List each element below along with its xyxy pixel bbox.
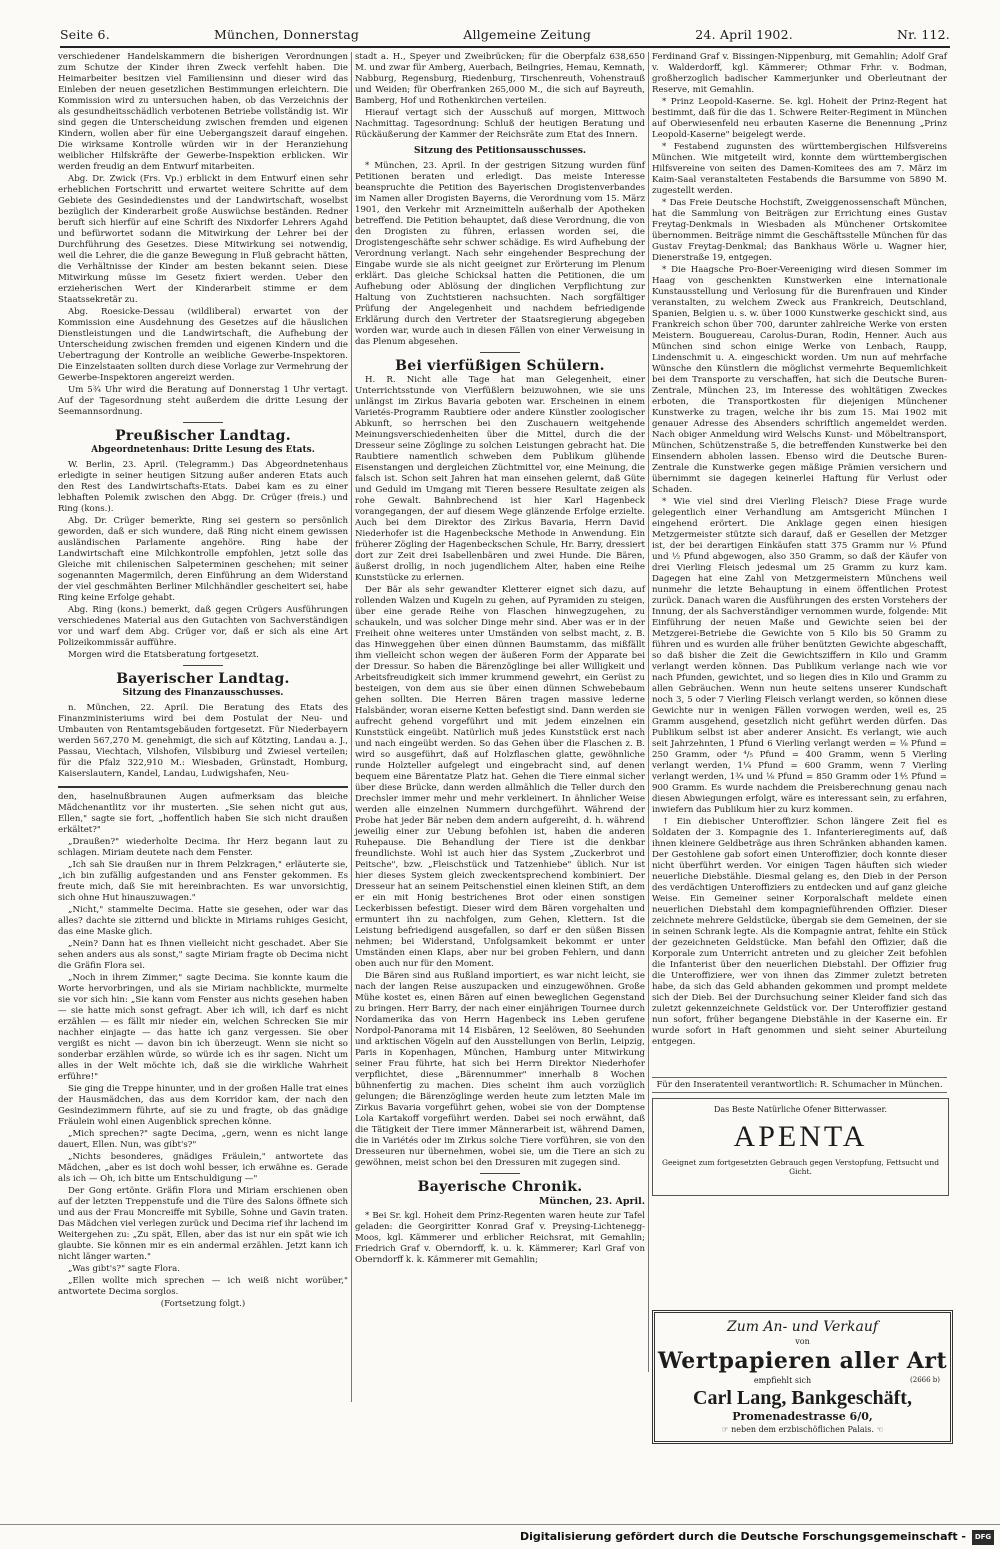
section-title-schueler: Bei vierfüßigen Schülern. [395,358,605,374]
feuilleton-rule [58,786,348,788]
article-paragraph: Abg. Ring (kons.) bemerkt, daß gegen Crügers Ausführungen verschiedenes Material aus den Gutachten von Sachverständigen vor und warf dem Abg. Crüger vor, daß er sich als eine Art Polizeikommissär aufführe. [58,605,348,648]
section-divider [480,1173,520,1174]
section-divider [480,352,520,353]
section-divider [183,422,223,423]
article-paragraph: Die Bären sind aus Rußland importiert, es war nicht leicht, sie nach der langen Reise auszupacken und einzugewöhnen. Große Mühe kostet es, einen Bären auf einen beweglichen Gegenstand zu bringen. Herr Barry, der nach einer einjährigen Tournee durch Nordamerika das von Herrn Hagenbeck ins Leben gerufene Nordpol-Panorama mit 14 Eisbären, 12 Seelöwen, 80 Seehunden und arktischen Vögeln auf den Ausstellungen von Berlin, Leipzig, Paris in Kopenhagen, München, Hamburg unter Mitwirkung seiner Frau führte, hat sich bei Herrn Direktor Niederhofer verpflichtet, diese „Bärennummer" innerhalb 8 Wochen bühnenfertig zu machen. Dies scheint ihm auch vorzüglich gelungen; die Bärenzöglinge werden heute zum letzten Male im Zirkus Bavaria vorgeführt gehen, wobei sie von der Domptense Lola Kartakoff vorgeführt werden. Dabei sei noch erwähnt, daß die Tätigkeit der Tiere immer Männerarbeit ist, während Damen, die in Variétés oder im Zirkus solche Tiere vorführen, sie von den Dresseuren nur übernehmen, wobei sie, um die Tiere an sich zu gewöhnen, meist schon bei den Dressuren mit zugegen sind. [355,971,645,1168]
feuilleton-paragraph: Sie ging die Treppe hinunter, und in der großen Halle trat eines der Hausmädchen, das aus dem Korridor kam, der nach den Gesindezimmern führte, auf sie zu und fragte, ob das gnädige Fräulein wohl einen Augenblick sprechen könne. [58,1084,348,1127]
section-subtitle: Abgeordnetenhaus: Dritte Lesung des Etats. [91,445,315,455]
article-paragraph: n. München, 22. April. Die Beratung des Etats des Finanzministeriums wird bei dem Postulat der Neu- und Umbauten von Rentamtsgebäuden fortgesetzt. Für Niederbayern werden 567,270 M. genehmigt, die sich auf Kötzting, Landau a. J., Passau, Viechtach, Vilshofen, Vilsbiburg und Zwiesel verteilen; für die Pfalz 322,910 M.: Wiesbaden, Grünstadt, Homburg, Kaiserslautern, Kandel, Landau, Ludwigshafen, Neu- [58,703,348,779]
feuilleton-paragraph: „Noch in ihrem Zimmer," sagte Decima. Sie konnte kaum die Worte hervorbringen, und als sie Miriam nachblickte, murmelte sie vor sich hin: „Sie kann vom Fenster aus nichts gesehen haben — sie hatte mich sonst gefragt. Aber ich will, ich darf es nicht erzählen — es fällt mir nieder ein, welchen Schrecken Sie mir nachher einjagte — das hatte ich ganz vergessen. Sie ober vergißt es nicht — davon bin ich überzeugt. Wenn sie nicht so sonderbar erzählen würde, so würde ich es ihr sagen. Nicht um alles in der Welt möchte ich, daß sie die wirkliche Wahrheit erführe!" [58,973,348,1082]
header-date: 24. April 1902. [695,27,793,42]
advertisement-apenta [652,1098,949,1196]
issue-number: Nr. 112. [897,27,950,42]
article-paragraph: Abg. Dr. Crüger bemerkte, Ring sei gestern so persönlich geworden, daß er sich wundere, daß Ring nicht einem gewissen ausländischen Parlamente angehöre. Ring habe der Landwirtschaft eine Milchkontrolle empfohlen, jetzt solle das Gleiche mit chilenischen Salpeterminen geschehen; mit seiner sogenannten Magermilch, deren Einführung an dem Widerstand der viel geschmähten Berliner Milchhändler gescheitert sei, habe Ring keine Erfolge gehabt. [58,516,348,603]
page-number: Seite 6. [60,27,110,42]
article-paragraph: * Das Freie Deutsche Hochstift, Zweiggenossenschaft München, hat die Sammlung von Beiträgen zur Errichtung eines Gustav Freytag-Denkmals in Wiesbaden als Münchener Ortskomitee übernommen. Beiträge nimmt die Geschäftsstelle München für das Gustav Freytag-Denkmal; das Bankhaus Wörle u. Wagner hier, Dienerstraße 19, entgegen. [652,198,947,263]
feuilleton-paragraph: „Nicht," stammelte Decima. Hatte sie gesehen, oder war das alles? dachte sie zitternd und blickte in Miriams ruhiges Gesicht, das eine Maske glich. [58,905,348,937]
continued-note: (Fortsetzung folgt.) [160,1299,246,1309]
ad-brand: APENTA [733,1120,868,1153]
ad-address: Promenadestrasse 6/0, [732,1410,873,1423]
article-paragraph: * Festabend zugunsten des württembergischen Hilfsvereins München. Wie mitgeteilt wird, konnte dem württembergischen Hilfsvereine von seiten des Damen-Komitees des am 7. März im Kaim-Saal veranstalteten Festabends die Barsumme von 5890 M. zugestellt werden. [652,142,947,196]
pointing-hand-icon: ☜ [873,1425,884,1434]
article-paragraph: Um 5¾ Uhr wird die Beratung auf Donnerstag 1 Uhr vertagt. Auf der Tagesordnung steht außerdem die dritte Lesung der Seemannsordnung. [58,385,348,417]
article-paragraph: stadt a. H., Speyer und Zweibrücken; für die Oberpfalz 638,650 M. und zwar für Amberg, Auerbach, Beilngries, Hemau, Kemnath, Nabburg, Regensburg, Riedenburg, Tirschenreuth, Vohenstrauß und Weiden; für Oberfranken 265,000 M., die sich auf Bayreuth, Bamberg, Hof und Rothenkirchen verteilen. [355,52,645,106]
feuilleton-paragraph: „Ellen wollte mich sprechen — ich weiß nicht worüber," antwortete Decima sorglos. [58,1276,348,1297]
article-paragraph: Der Bär als sehr gewandter Kletterer eignet sich dazu, auf rollenden Walzen und Kugeln zu gehen, auf Pyramiden zu steigen, über eine gerade Reihe von Flaschen hinwegzugehen, zu schaukeln, und was solcher Dinge mehr sind. Aber was er in der Freiheit ohne weiteres unter Umständen von selbst macht, z. B. das Hinweggehen über einen dünnen Baumstamm, das mißfällt ihm vielleicht schon wegen der äußeren Form der Apparate bei der Dressur. So haben die Bärenzöglinge bei aller Willigkeit und Arbeitsfreudigkeit sich immer krummend gewehrt, ein Gerüst zu besteigen, von dem aus sie über einen dünnen Schwebebaum gehen sollten. Die Herren Bären tragen massive lederne Halsbänder, woran eiserne Ketten befestigt sind. Dann werden sie aufrecht gehend vorgeführt und mit jedem einzelnen ein Kunststück eingeübt. Natürlich muß jedes Kunststück erst nach und nach eingeübt werden. So das Gehen über die Flaschen z. B. wird so ausgeführt, daß auf Holzflaschen glatte, gewöhnliche runde Holzteller aufgelegt und eingebracht sind, auf denen bequem eine Bärentatze Platz hat. Gehen die Tiere einmal sicher über diese Brücke, dann werden allmählich die Teller durch den Drechsler immer mehr und mehr verkleinert. In ähnlicher Weise werden alle einzelnen Nummern durchgeführt. Während der Probe hat jeder Bär neben dem andern aufgereiht, d. h. während jeweilig einer zur Uebung befohlen ist, haben die anderen Ruhepause. Die Behandlung der Tiere ist die denkbar freundlichste. Wohl ist auch hier das System „Zuckerbrot und Peitsche", bzw. „Fleischstück und Tatzenhiebe" üblich. Nur ist hier dieses System gleich zweckentsprechend kombiniert. Der Dresseur hat an seinem Peitschenstiel einen kleinen Stift, an dem er ein mit Honig bestrichenes Brot oder einen sonstigen Leckerbissen befestigt. Dieser wird dem Bären vorgehalten und ermuntert ihn zu nachfolgen, zum Gehen, Klettern. Ist die Leistung befriedigend ausgefallen, so darf er den süßen Bissen nehmen; bei Widerstand, Unfolgsamkeit bekommt er unter Umständen einen Klaps, aber nur bei groben Fehlern, und dann oben auch nur für den Moment. [355,585,645,969]
article-paragraph: * Prinz Leopold-Kaserne. Se. kgl. Hoheit der Prinz-Regent hat bestimmt, daß für die das 1. Schwere Reiter-Regiment in München auf Oberwiesenfeld neu erbauten Kaserne die Benennung „Prinz Leopold-Kaserne" beigelegt werde. [652,97,947,140]
section-divider [183,665,223,666]
dateline: München, 23. April. [539,1196,645,1207]
section-subtitle: Sitzung des Finanzausschusses. [122,688,284,698]
column-2 [355,52,645,1367]
ad-main-line: Wertpapieren aller Art [657,1348,948,1374]
digitization-footer [0,1527,1000,1549]
ad-location-note [655,1425,950,1434]
dfg-logo-icon: DFG [972,1530,994,1545]
ad-headline: Zum An- und Verkauf [726,1319,879,1335]
footer-rule [0,1524,1000,1525]
column-divider-2 [648,52,649,1372]
article-paragraph: Abg. Dr. Zwick (Frs. Vp.) erblickt in dem Entwurf einen sehr erheblichen Fortschritt und erwartet weitere Schritte auf dem Gebiete des Gesindedienstes und der Landwirtschaft, woselbst bezüglich der Kinderarbeit große Auswüchse beständen. Redner beruft sich hierfür auf eine Schrift des Nixdorfer Lehrers Agahd und befürwortet sodann die Mitwirkung der Lehrer bei der Durchführung des Gesetzes. Diese Mitwirkung sei notwendig, weil die Lehrer, die die ganze Bewegung in Fluß gebracht hätten, die Verhältnisse der Kinder am besten bekannt seien. Diese Mitwirkung müsse im Gesetz fixiert werden. Ueber den erzieherischen Wert der Kinderarbeit stimme er dem Staatssekretär zu. [58,174,348,305]
section-title-chronik: Bayerische Chronik. [417,1179,583,1195]
feuilleton-paragraph: „Was gibt's?" sagte Flora. [68,1264,180,1274]
article-paragraph: ↑ Ein diebischer Unteroffizier. Schon längere Zeit fiel es Soldaten der 3. Kompagnie des 1. Infanterieregiments auf, daß ihnen kleinere Geldbeträge aus ihren Schränken abhanden kamen. Der Gestohlene gab sofort einen Unteroffizier, doch konnte dieser nicht überführt werden. Vor einigen Tagen häuften sich wieder neuerliche Diebstähle. Diesmal gelang es, den Dieb in der Person des verdächtigen Unteroffiziers zu entdecken und auf ganz gleiche Weise. Ein Gemeiner seiner Korporalschaft meldete einen neuerlichen Diebstahl dem kompagnieführenden Offizier. Dieser zeichnete mehrere Geldstücke, übergab sie dem Gemeinen, der sie in seinen Schrank legte. Als die Kompagnie antrat, fehlte ein Stück der gezeichneten Geldstücke. Man befahl den Offizier, daß die Korporale zum Unterricht antreten und zu gleicher Zeit befohlen die Infanterist über den neuerlichen Diebstahl. Der Offizier frug die Unteroffiziere, wer von ihnen das Zimmer zuletzt betreten habe, da sich das Geld abhanden gekommen und prompt meldete sich der Dieb. Bei der Durchsuchung seiner Kleider fand sich das zuletzt gekennzeichnete Geldstück vor. Der Unteroffizier gestand nun sofort, früher begangene Diebstähle in der Kaserne ein. Er wurde sofort in Haft genommen und sieht seiner Aburteilung entgegen. [652,817,947,1047]
feuilleton-paragraph: „Nichts besonderes, gnädiges Fräulein," antwortete das Mädchen, „aber es ist doch wohl besser, ich erwähne es. Gerade als ich — Oh, ich bitte um Entschuldigung —" [58,1152,348,1184]
feuilleton-paragraph: „Nein? Dann hat es Ihnen vielleicht nicht geschadet. Aber Sie sehen anders aus als sonst," sagte Miriam fragte ob Decima nicht die Gräfin Flora sei. [58,939,348,971]
section-subtitle-petition: Sitzung des Petitionsausschusses. [413,146,587,156]
advertisement-carl-lang [652,1310,953,1444]
ad-von: von [795,1337,810,1346]
footer-text: Digitalisierung gefördert durch die Deutsche Forschungsgemeinschaft - [519,1530,966,1543]
article-paragraph: W. Berlin, 23. April. (Telegramm.) Das Abgeordnetenhaus erledigte in seiner heutigen Sitzung außer anderen Etats auch den Rest des Landwirtschafts-Etats. Dabei kam es zu einer lebhaften Polemik zwischen den Abgg. Dr. Crüger (freis.) und Ring (kons.). [58,460,348,514]
ad-tagline: Das Beste Natürliche Ofener Bitterwasser. [713,1105,887,1114]
ad-reference-number: (2666 b) [910,1376,940,1384]
article-paragraph: Abg. Roesicke-Dessau (wildliberal) erwartet von der Kommission eine Ausdehnung des Gesetzes auf die häuslichen Dienstleistungen und die Landwirtschaft, die Aufhebung der Unterscheidung zwischen fremden und eigenen Kindern und die Uebertragung der Kontrolle an weibliche Gewerbe-Inspektoren. Die Einzelstaaten sollten durch diese Vorlage zur Vermehrung der Gewerbe-Inspektoren angereizt werden. [58,307,348,383]
page-header [60,20,950,42]
article-paragraph: H. R. Nicht alle Tage hat man Gelegenheit, einer Unterrichtsstunde von Vierfüßlern beizuwohnen, wie sie uns unlängst im Zirkus Bavaria geboten war. Erscheinen in einem Varietés-Programm Raubtiere oder andere Künstler zoologischer Abkunft, so herrschen bei den Zuschauern weitgehende Meinungsverschiedenheiten über die Mittel, durch die der Dresseur seine Zöglinge zu solchen Leistungen gebracht hat. Die Raubtiere namentlich schweben dem Publikum glühende Eisenstangen und dergleichen Züchtmittel vor, eine Meinung, die falsch ist. Schon seit Jahren hat man einsehen gelernt, daß Güte und Geduld im Umgang mit Tieren bessere Resultate zeigen als rohe Gewalt. Bahnbrechend ist hier Karl Hagenbeck vorangegangen, der auf diesem Wege glänzende Erfolge erzielte. Auch bei dem Direktor des Zirkus Bavaria, Herrn David Niederhofer ist die Hagenbecksche Methode in Anwendung. Ein früherer Zögling der Hagenbeckschen Schule, Hr. Barry, dressiert dort zur Zeit drei Isabellenbären und zwei Hunde. Die Bären, äußerst drollig, in noch jugendlichem Alter, haben eine Reihe Kunststücke zu erlernen. [355,375,645,583]
section-title-preussischer-landtag: Preußischer Landtag. [115,428,291,444]
article-paragraph: Morgen wird die Etatsberatung fortgesetzt. [68,650,259,660]
responsible-editor-note: Für den Inseratenteil verantwortlich: R. Schumacher in München. [652,1077,947,1093]
header-place-day: München, Donnerstag [214,27,360,42]
ad-recommend [655,1376,950,1385]
article-paragraph: * Bei Sr. kgl. Hoheit dem Prinz-Regenten waren heute zur Tafel geladen: die Georgiritter Konrad Graf v. Preysing-Lichtenegg-Moos, kgl. Kämmerer und erblicher Reichsrat, mit Gemahlin; Friedrich Graf v. Oberndorff, k. u. k. Kämmerer; Karl Graf von Oberndorff k. k. Kämmerer mit Gemahlin; [355,1211,645,1265]
feuilleton-paragraph: den, haselnußbraunen Augen aufmerksam das bleiche Mädchenantlitz vor ihr musterten. „Sie sehen nicht gut aus, Ellen," sagte sie fort, „hoffentlich haben Sie sich nicht draußen erkältet?" [58,792,348,835]
column-divider-1 [351,52,352,1402]
article-paragraph: * München, 23. April. In der gestrigen Sitzung wurden fünf Petitionen beraten und erledigt. Das meiste Interesse beanspruchte die Petition des Bayerischen Drogistenverbandes im Namen aller Drogisten Bayerns, die Verordnung vom 15. März 1901, den Verkehr mit Arzneimitteln außerhalb der Apotheken betreffend. Die Petition behauptet, daß diese Verordnung, die von den Drogisten zu führen, erlassen worden sei, die Drogistengeschäfte sehr schwer schädige. Es wird Aufhebung der Verordnung verlangt. Nach sehr eingehender Besprechung der Eingabe wurde sie als nicht geeignet zur Erörterung im Plenum erklärt. Das gleiche Schicksal hatten die Petitionen, die um Aufhebung oder Ablösung der dinglichen Verpflichtung zur Haltung von Zuchtstieren nachsuchten. Nach sorgfältiger Prüfung der Angelegenheit und nachdem befriedigende Erklärung durch den Vertreter der Staatsregierung abgegeben worden war, wurde auch in diesen Fällen von einer Verweisung in das Plenum abgesehen. [355,161,645,347]
article-paragraph: verschiedener Handelskammern die bisherigen Verordnungen zum Schutze der Kinder ihren Zweck verfehlt haben. Die Heimarbeiter besitzen viel Familiensinn und dieser wird das Einleben der neuen gesetzlichen Bestimmungen erleichtern. Die Kommission wird zu untersuchen haben, ob das Verzeichnis der als gesundheitsschädlich verbotenen Betriebe vollständig ist. Wir sind gegen die Unterscheidung zwischen fremden und eigenen Kindern, wollen aber für eine Uebergangszeit darauf eingehen. Die wirksame Kontrolle würden wir in der Heranziehung weiblicher Hilfskräfte der Gewerbe-Inspektion erblicken. Wir werden freudig an dem Entwurf mitarbeiten. [58,52,348,172]
article-paragraph: * Wie viel sind drei Vierling Fleisch? Diese Frage wurde gelegentlich einer Verhandlung am Amtsgericht München I eingehend erörtert. Die Anklage gegen einen hiesigen Metzgermeister stützte sich darauf, daß er Gesellen der Metzger ist, der bei derartigen Einkäufen statt 375 Gramm nur ½ Pfund und ½ Pfund abgewogen, also 350 Gramm, so daß der Käufer von drei Vierling Fleisch jedesmal um 25 Gramm zu kurz kam. Dagegen hat eine Zahl von Metzgermeistern Münchens weil nunmehr die letzte Behauptung in einem öffentlichen Protest zurück. Danach waren die Ausführungen des ersten Vorstehers der Innung, der als Sachverständiger vernommen wurde, folgende: Mit Einführung der neuen Maße und Gewichte seien bei der Metzgerei-Betriebe die Gewichte von 5 Kilo bis 50 Gramm zu führen und es wurden alle früher benützten Gewichte abgeschafft, so daß bisher die Zeit die Gewichtsziffern in Kilo und Gramm verlangt werden können. Das Publikum verlange nach wie vor nach Pfunden, gewichtet, und so liegen dies in Kilo und Gramm zu allen Gebräuchen. Wenn nun heute seitens unserer Kundschaft noch 3, 5 oder 7 Vierling Fleisch verlangt werden, so können diese Gewichte nur in wenigen Fällen vorwogen werden, weil es, 25 Gramm ausgehend, gesetzlich nicht geführt werden dürfen. Das Publikum selbst ist aber anderer Ansicht. Es verlangt, wie auch seit Jahrzehnten, 1 Pfund 6 Vierling verlangt werden = ⅛ Pfund = 250 Gramm, oder ⁴/₅ Pfund = 400 Gramm, wenn 5 Vierling verlangt werden, 1¼ Pfund = 600 Gramm, wenn 7 Vierling verlangt werden, 1¾ und ⅛ Pfund = 850 Gramm oder 1⅘ Pfund = 900 Gramm. Es wurde nachdem die Preisberechnung genau nach diesen Abwiegungen erfolgt, wäre es interessant sein, zu erfahren, inwiefern das Publikum hier zu kurz kommen. [652,497,947,815]
article-paragraph: * Die Haagsche Pro-Boer-Vereeniging wird diesen Sommer im Haag von geschenkten Kunstwerken eine internationale Kunstausstellung und Verlosung für die Burenfrauen und Kinder veranstalten, zu welchem Zweck aus Frankreich, Deutschland, Spanien, Belgien u. s. w. über 1000 Kunstwerke geschickt sind, aus Frankreich schon über 700, darunter zahlreiche Werke von ersten Meistern. Bouguereau, Carolus-Duran, Rodin, Henner. Auch aus München sind schon einige Werke von Lenbach, Raupp, Lindenschmit u. A. eingeschickt worden. Um nun auf mehrfache Wünsche den Künstlern die möglichst vermehrte Bequemlichkeit bei dem Transporte zu verschaffen, hat sich die Deutsche Buren-Zentrale, München 23, im Interesse des wohltätigen Zweckes erboten, die Transportkosten für diejenigen Münchener Kunstwerke zu tragen, welche ihr bis zum 15. Mai 1902 mit genauer Adresse des Absenders schriftlich angemeldet werden. Nach obiger Anmeldung wird Welschs Kunst- und Möbeltransport, München, Schützenstraße 5, die betreffenden Kunstwerke bei den Einsendern abholen lassen. Ebenso wird die Deutsche Buren-Zentrale die Kunstwerke gegen mäßige Prämien versichern und übernimmt sie dagegen keinerlei Haftung für Verlust oder Schaden. [652,265,947,495]
column-3 [652,52,947,1047]
feuilleton-paragraph: „Draußen?" wiederholte Decima. Ihr Herz begann laut zu schlagen. Miriam deutete nach dem Fenster. [58,837,348,858]
pointing-hand-icon: ☞ [721,1425,732,1434]
ad-recommend-text: empfiehlt sich [753,1376,812,1385]
newspaper-title: Allgemeine Zeitung [463,27,592,42]
article-paragraph: Ferdinand Graf v. Bissingen-Nippenburg, mit Gemahlin; Adolf Graf v. Walderdorff, kgl. Kämmerer; Othmar Frhr. v. Bodman, großherzoglich badischer Kammerjunker und Oberleutnant der Reserve, mit Gemahlin. [652,52,947,95]
article-paragraph: Hierauf vertagt sich der Ausschuß auf morgen, Mittwoch Nachmittag. Tagesordnung: Schluß der heutigen Beratung und Rückäußerung der Kammer der Reichsräte zum Etat des Innern. [355,108,645,140]
ad-description: Geeignet zum fortgesetzten Gebrauch gegen Verstopfung, Fettsucht und Gicht. [661,1158,940,1176]
feuilleton-paragraph: „Ich sah Sie draußen nur in Ihrem Pelzkragen," erläuterte sie, „ich bin zufällig aufgestanden und ans Fenster gekommen. Es freute mich, daß Sie mit hereinbrachten. Es war unvorsichtig, sich ohne Hut hinauszuwagen." [58,860,348,903]
section-title-bayerischer-landtag: Bayerischer Landtag. [116,671,290,687]
feuilleton-paragraph: „Mich sprechen?" sagte Decima, „gern, wenn es nicht lange dauert, Ellen. Nun, was gibt's?" [58,1129,348,1150]
feuilleton-paragraph: Der Gong ertönte. Gräfin Flora und Miriam erschienen oben auf der letzten Treppenstufe und die Türe des Salons öffnete sich und aus der Frau Moncreiffe mit Sybille, Sohne und Gavin traten. Das Mädchen viel verlegen zurück und Decima rief ihr lachend im Weitergehen zu: „Zu spät, Ellen, aber das ist nur ein spät wie ich glaubte. Sie können mir es ein andermal erzählen. Jetzt kann ich nicht länger warten." [58,1186,348,1262]
ad-company: Carl Lang, Bankgeschäft, [693,1387,912,1409]
column-1 [58,52,348,1402]
header-rule [60,46,950,48]
ad-location-text: neben dem erzbischöflichen Palais. [731,1425,874,1434]
